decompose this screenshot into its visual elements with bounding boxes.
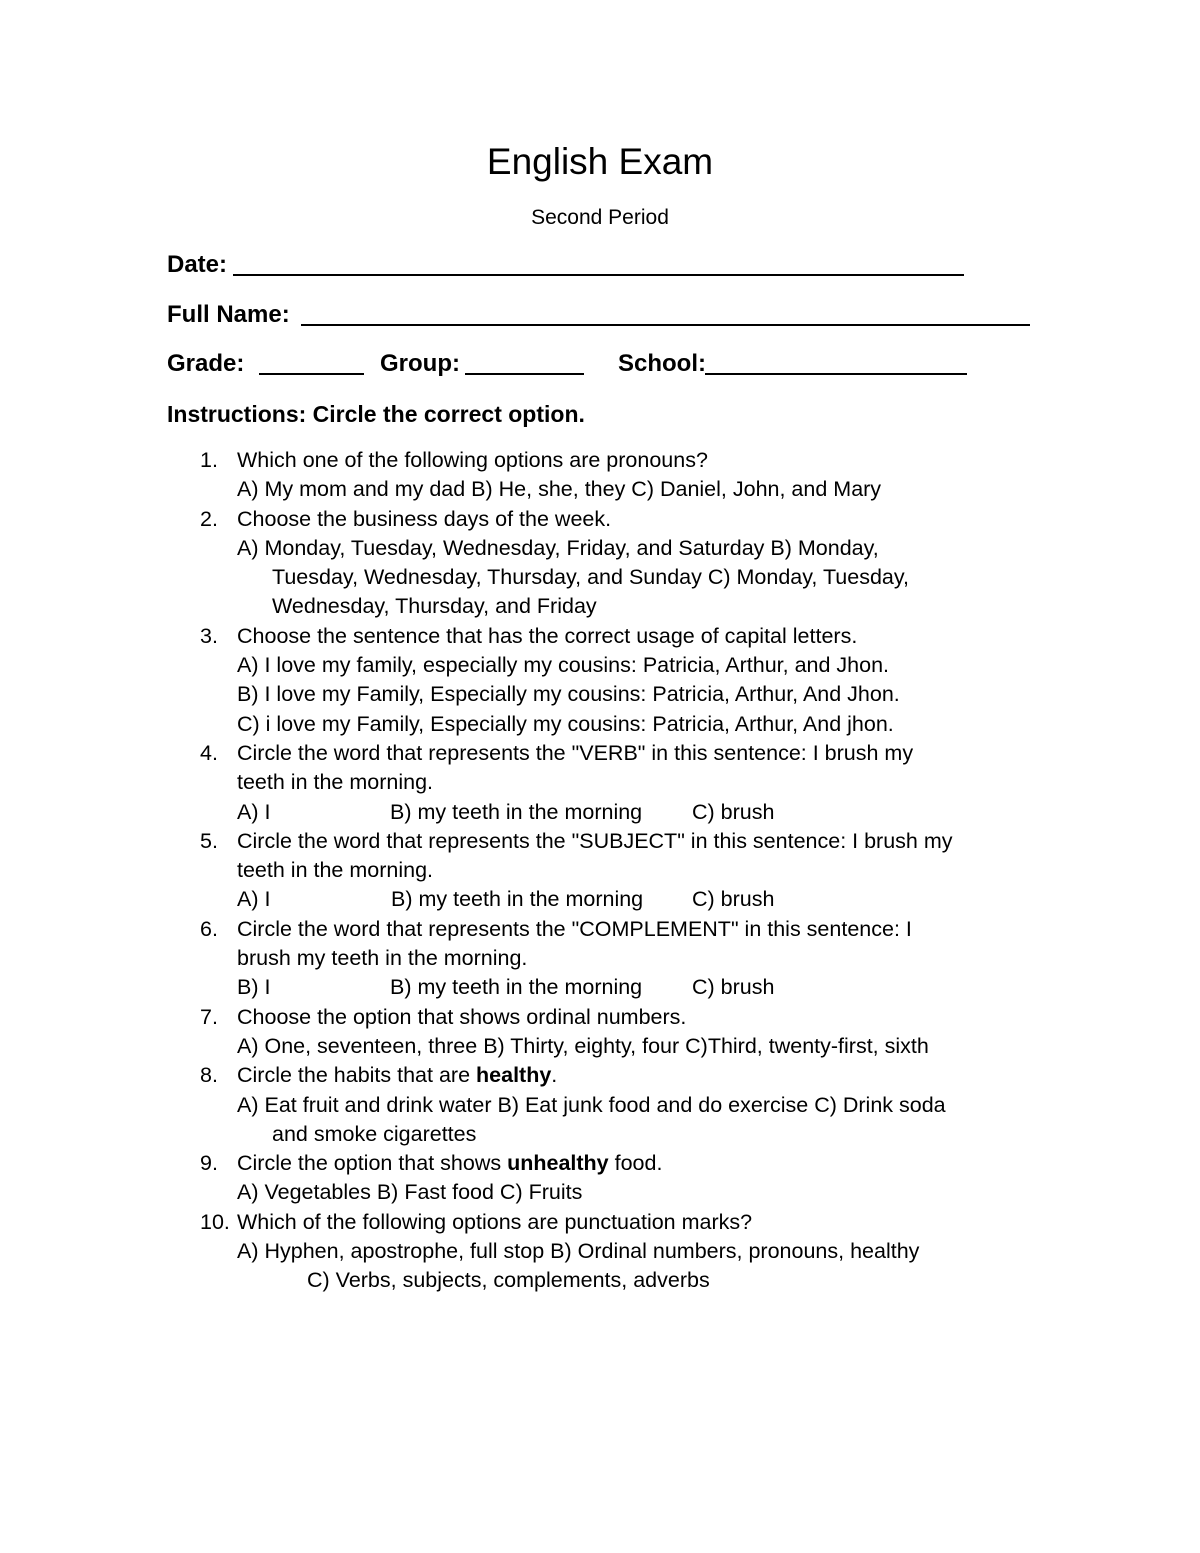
- option-b[interactable]: B) my teeth in the morning: [390, 799, 643, 824]
- question-5-cont: [0, 856, 1200, 885]
- question-6-options: [0, 973, 1200, 1002]
- options-text[interactable]: Tuesday, Wednesday, Thursday, and Sunday C) Monday, Tuesday,: [272, 565, 909, 590]
- question-3-option-a: [0, 651, 1200, 680]
- question-2-options: [0, 534, 1200, 563]
- question-7: [0, 1003, 1200, 1032]
- question-7-options: [0, 1032, 1200, 1061]
- question-6: [0, 915, 1200, 944]
- options-text[interactable]: and smoke cigarettes: [272, 1121, 477, 1146]
- grade-group-school-row: [167, 349, 1067, 379]
- question-4: [0, 739, 1200, 768]
- question-8-options: [0, 1091, 1200, 1120]
- date-field: [167, 250, 227, 280]
- options-text[interactable]: A) My mom and my dad B) He, she, they C) Daniel, John, and Mary: [237, 477, 882, 502]
- question-text: Choose the business days of the week.: [237, 506, 612, 531]
- question-text: brush my teeth in the morning.: [237, 946, 528, 971]
- date-blank[interactable]: [233, 250, 964, 276]
- exam-subtitle: Second Period: [531, 206, 669, 229]
- question-text: Which of the following options are punctuation marks?: [237, 1209, 753, 1234]
- full-name-blank[interactable]: [301, 300, 1030, 326]
- emphasis-word: unhealthy: [507, 1151, 609, 1176]
- grade-label: Grade:: [167, 350, 245, 377]
- question-number: 5.: [200, 828, 218, 853]
- question-5-options: [0, 885, 1200, 914]
- group-blank[interactable]: [465, 349, 584, 375]
- question-text: Choose the option that shows ordinal numbers.: [237, 1004, 687, 1029]
- question-number: 10.: [200, 1209, 230, 1234]
- question-number: 7.: [200, 1004, 218, 1029]
- question-text: Choose the sentence that has the correct usage of capital letters.: [237, 623, 858, 648]
- question-1-options: [0, 475, 1200, 504]
- full-name-field: [167, 300, 290, 330]
- emphasis-word: healthy: [476, 1063, 552, 1088]
- question-text-part: Circle the habits that are: [237, 1063, 477, 1088]
- question-text: Circle the word that represents the "COMPLEMENT" in this sentence: I: [237, 916, 912, 941]
- options-text[interactable]: Wednesday, Thursday, and Friday: [272, 594, 597, 619]
- question-text: Circle the word that represents the "VERB" in this sentence: I brush my: [237, 740, 914, 765]
- question-8: [0, 1061, 1200, 1090]
- instructions: Instructions: Circle the correct option.: [167, 401, 585, 427]
- question-5: [0, 827, 1200, 856]
- question-text-part: food.: [608, 1151, 663, 1176]
- options-text[interactable]: A) Eat fruit and drink water B) Eat junk food and do exercise C) Drink soda: [237, 1092, 946, 1117]
- options-text[interactable]: A) Monday, Tuesday, Wednesday, Friday, and Saturday B) Monday,: [237, 535, 879, 560]
- question-10-options-cont: [0, 1266, 1200, 1295]
- options-text[interactable]: A) Vegetables B) Fast food C) Fruits: [237, 1180, 583, 1205]
- question-3: [0, 622, 1200, 651]
- question-text: teeth in the morning.: [237, 858, 434, 883]
- options-text[interactable]: C) Verbs, subjects, complements, adverbs: [307, 1268, 710, 1293]
- question-10: [0, 1208, 1200, 1237]
- school-label: School:: [618, 350, 706, 377]
- full-name-label: Full Name:: [167, 301, 290, 328]
- question-10-options: [0, 1237, 1200, 1266]
- option-c[interactable]: C) brush: [692, 799, 775, 824]
- question-4-options: [0, 798, 1200, 827]
- question-number: 2.: [200, 506, 218, 531]
- option-c[interactable]: C) brush: [692, 887, 775, 912]
- question-2: [0, 505, 1200, 534]
- question-6-cont: [0, 944, 1200, 973]
- grade-blank[interactable]: [259, 349, 364, 375]
- question-number: 6.: [200, 916, 218, 941]
- question-text: [237, 1061, 557, 1090]
- question-number: 8.: [200, 1063, 218, 1088]
- question-2-options-cont: [0, 563, 1200, 592]
- question-1: [0, 446, 1200, 475]
- option-c[interactable]: C) brush: [692, 975, 775, 1000]
- question-number: 3.: [200, 623, 218, 648]
- options-text[interactable]: A) Hyphen, apostrophe, full stop B) Ordinal numbers, pronouns, healthy: [237, 1239, 920, 1264]
- option-a[interactable]: A) I: [237, 799, 271, 824]
- exam-title: English Exam: [486, 141, 714, 182]
- date-label: Date:: [167, 251, 228, 278]
- option-a[interactable]: B) I: [237, 975, 271, 1000]
- option-b[interactable]: B) my teeth in the morning: [390, 975, 643, 1000]
- question-3-option-b: [0, 680, 1200, 709]
- question-3-option-c: [0, 710, 1200, 739]
- option-a[interactable]: A) I: [237, 887, 271, 912]
- question-text: teeth in the morning.: [237, 770, 434, 795]
- question-2-options-cont: [0, 592, 1200, 621]
- question-text-part: Circle the option that shows: [237, 1151, 508, 1176]
- question-8-options-cont: [0, 1120, 1200, 1149]
- option-c[interactable]: C) i love my Family, Especially my cousins: Patricia, Arthur, And jhon.: [237, 711, 894, 736]
- question-number: 4.: [200, 740, 218, 765]
- question-text-part: .: [551, 1063, 558, 1088]
- question-list: [0, 446, 1200, 1296]
- option-a[interactable]: A) I love my family, especially my cousins: Patricia, Arthur, and Jhon.: [237, 653, 890, 678]
- question-9: [0, 1149, 1200, 1178]
- question-number: 9.: [200, 1151, 218, 1176]
- question-number: 1.: [200, 448, 218, 472]
- question-text: [237, 1149, 662, 1178]
- school-blank[interactable]: [705, 349, 967, 375]
- question-4-cont: [0, 768, 1200, 797]
- option-b[interactable]: B) I love my Family, Especially my cousins: Patricia, Arthur, And Jhon.: [237, 682, 900, 707]
- question-text: Which one of the following options are pronouns?: [237, 448, 708, 472]
- option-b[interactable]: B) my teeth in the morning: [391, 887, 644, 912]
- group-label: Group:: [380, 350, 460, 377]
- question-9-options: [0, 1178, 1200, 1207]
- question-text: Circle the word that represents the "SUBJECT" in this sentence: I brush my: [237, 828, 953, 853]
- options-text[interactable]: A) One, seventeen, three B) Thirty, eighty, four C)Third, twenty-first, sixth: [237, 1033, 929, 1058]
